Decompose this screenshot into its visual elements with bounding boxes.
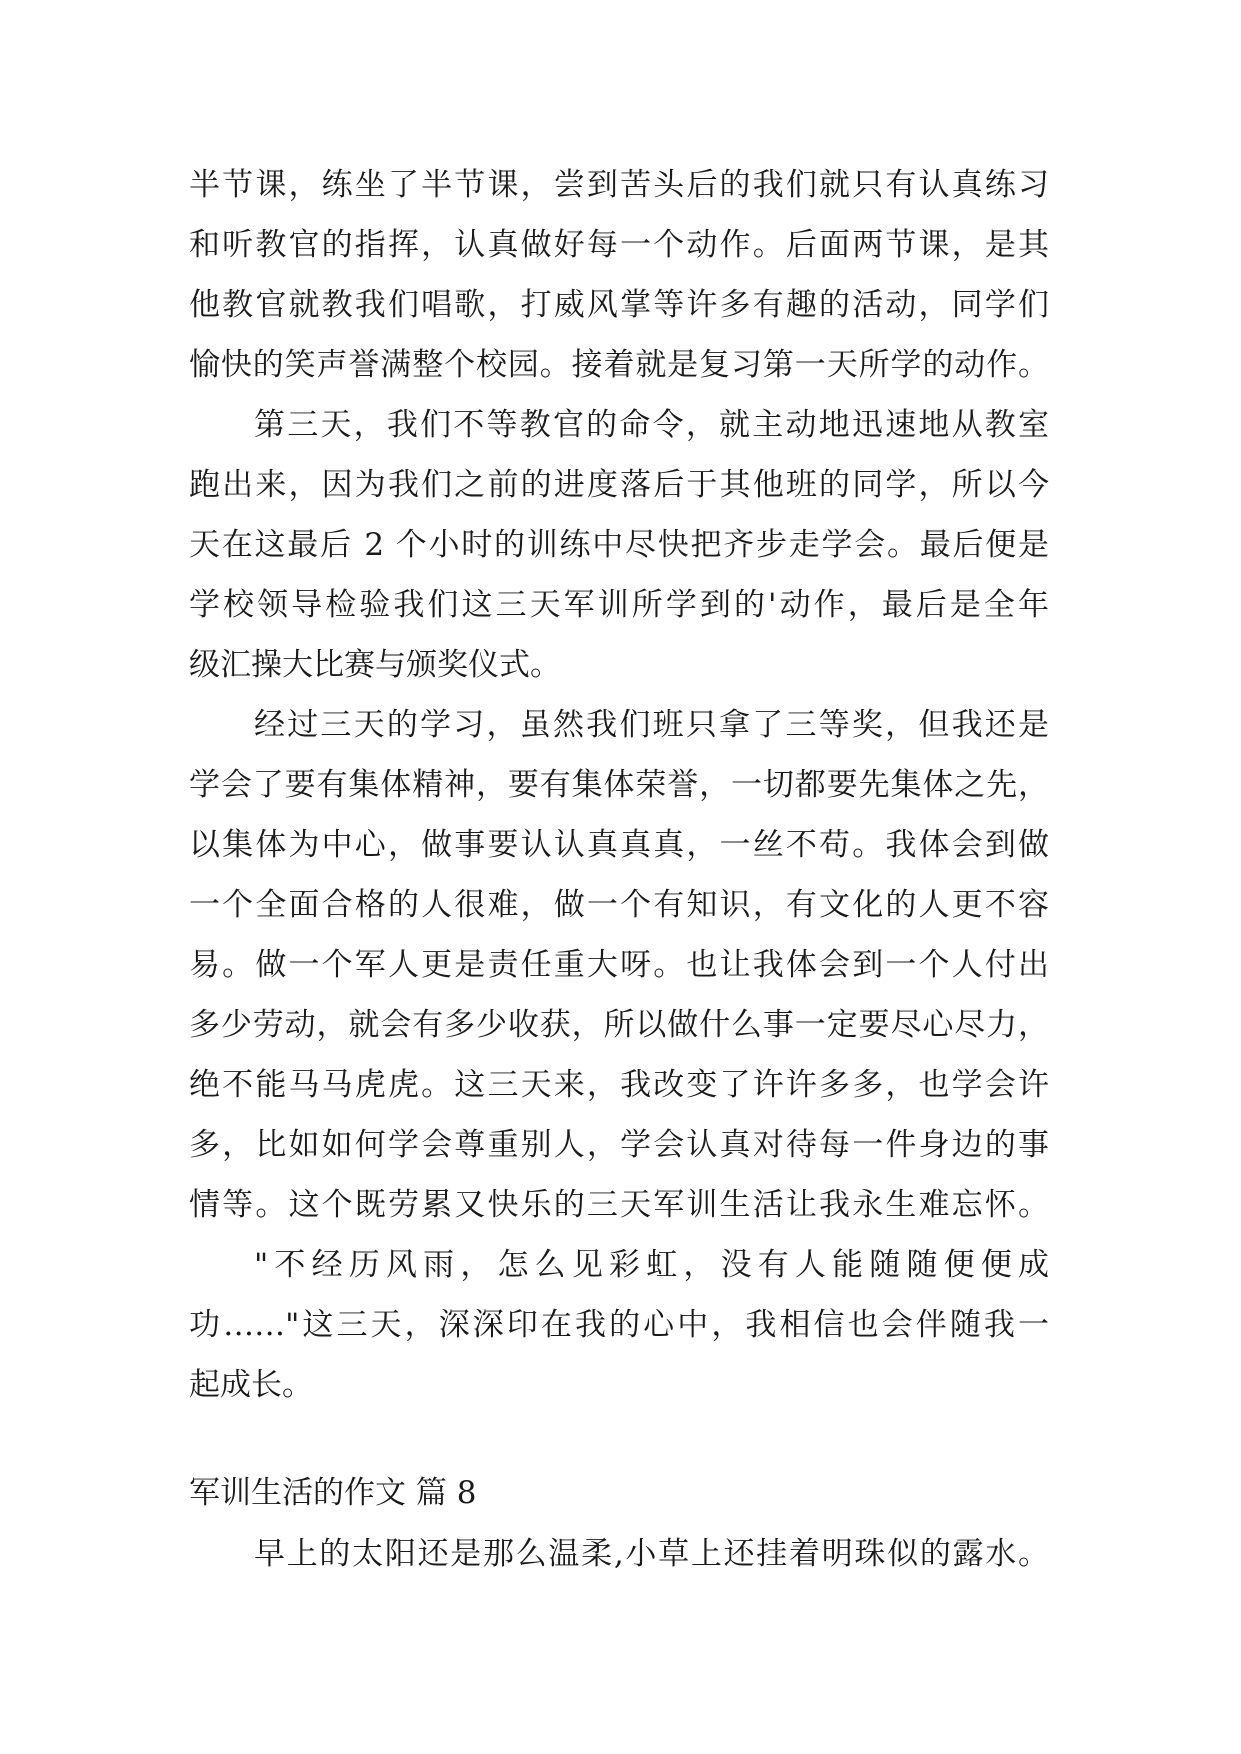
text-line: "不经历风雨，怎么见彩虹，没有人能随随便便成	[254, 1247, 1049, 1283]
text-line: 以集体为中心，做事要认认真真真，一丝不苟。我体会到做	[189, 827, 1049, 863]
text-line: 愉快的笑声誉满整个校园。接着就是复习第一天所学的动作。	[189, 347, 1049, 383]
text-line: 易。做一个军人更是责任重大呀。也让我体会到一个人付出	[189, 947, 1049, 983]
text-line: 功……"这三天，深深印在我的心中，我相信也会伴随我一	[189, 1307, 1049, 1343]
text-line: 一个全面合格的人很难，做一个有知识，有文化的人更不容	[189, 887, 1049, 923]
text-line: 和听教官的指挥，认真做好每一个动作。后面两节课，是其	[189, 227, 1049, 263]
text-line: 半节课，练坐了半节课，尝到苦头后的我们就只有认真练习	[189, 167, 1049, 203]
text-line: 多，比如如何学会尊重别人，学会认真对待每一件身边的事	[189, 1127, 1049, 1163]
text-line: 情等。这个既劳累又快乐的三天军训生活让我永生难忘怀。	[189, 1187, 1049, 1223]
text-line: 学校领导检验我们这三天军训所学到的'动作，最后是全年	[189, 587, 1049, 623]
section-heading: 军训生活的作文 篇 8	[189, 1475, 477, 1511]
text-line: 多少劳动，就会有多少收获，所以做什么事一定要尽心尽力，	[189, 1007, 1049, 1043]
text-line: 经过三天的学习，虽然我们班只拿了三等奖，但我还是	[254, 707, 1049, 743]
text-line: 第三天，我们不等教官的命令，就主动地迅速地从教室	[254, 407, 1049, 443]
text-line: 绝不能马马虎虎。这三天来，我改变了许许多多，也学会许	[189, 1067, 1049, 1103]
text-line: 早上的太阳还是那么温柔,小草上还挂着明珠似的露水。	[254, 1536, 1049, 1572]
text-line: 他教官就教我们唱歌，打威风掌等许多有趣的活动，同学们	[189, 287, 1049, 323]
text-line: 学会了要有集体精神，要有集体荣誉，一切都要先集体之先，	[189, 767, 1049, 803]
text-line: 跑出来，因为我们之前的进度落后于其他班的同学，所以今	[189, 467, 1049, 503]
text-line: 天在这最后 2 个小时的训练中尽快把齐步走学会。最后便是	[189, 527, 1049, 563]
text-line: 级汇操大比赛与颁奖仪式。	[189, 647, 561, 683]
text-line: 起成长。	[189, 1367, 313, 1403]
